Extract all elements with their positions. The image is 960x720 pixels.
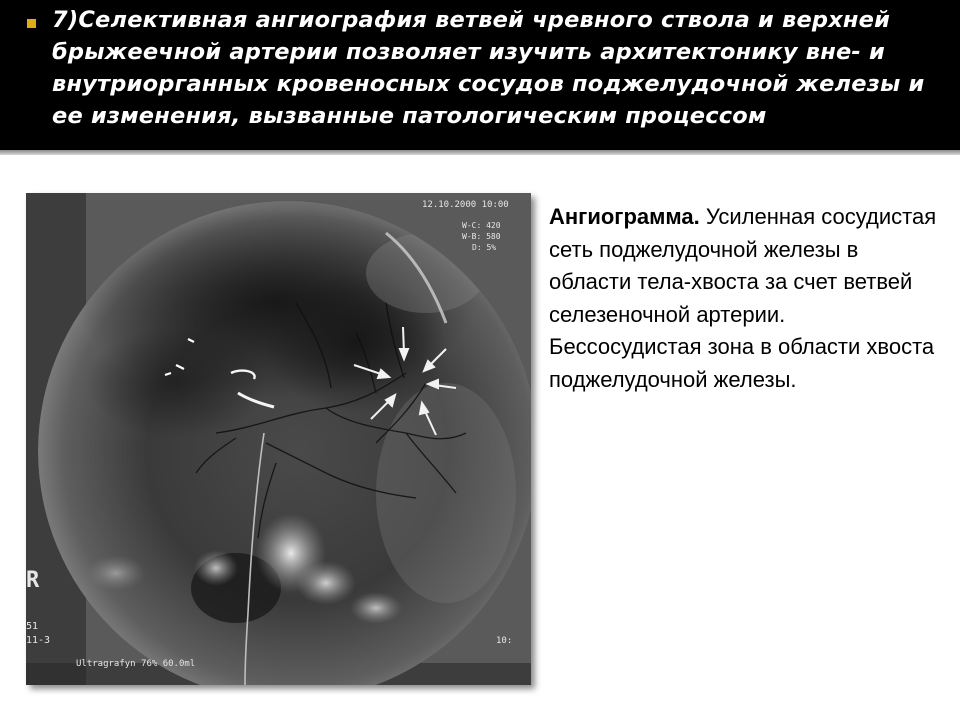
right-label: 10: xyxy=(496,636,513,646)
slide-title: 7)Селективная ангиография ветвей чревного ствола и верхней брыжеечной артерии позволяет изучить архитектонику вне- и внутриорганных кровеносных сосудов поджелудочной железы и ее изменения, вызванные патологическим процессом xyxy=(52,7,925,129)
angiogram-drawing xyxy=(26,193,531,685)
title-divider xyxy=(0,150,960,155)
image-caption xyxy=(549,201,939,396)
side-marker: R xyxy=(26,568,40,593)
bottom-label: Ultragrafyn 76% 60.0ml xyxy=(76,659,196,669)
square-bullet-icon xyxy=(27,19,36,28)
caption-body: Усиленная сосудистая сеть поджелудочной железы в области тела-хвоста за счет ветвей селезеночной артерии. Бессосудистая зона в области хвоста поджелудочной железы. xyxy=(549,204,937,392)
caption-lead: Ангиограмма. xyxy=(549,204,700,229)
readout-line: W-B: 580 xyxy=(462,232,501,241)
readout-line: D: 5% xyxy=(472,243,497,252)
left-label: 11-3 xyxy=(26,635,51,646)
xray-field xyxy=(38,201,531,685)
date-stamp: 12.10.2000 10:00 xyxy=(422,200,509,210)
angiogram-image xyxy=(26,193,531,685)
readout-line: W-C: 420 xyxy=(462,221,501,230)
left-label: 51 xyxy=(26,621,39,632)
